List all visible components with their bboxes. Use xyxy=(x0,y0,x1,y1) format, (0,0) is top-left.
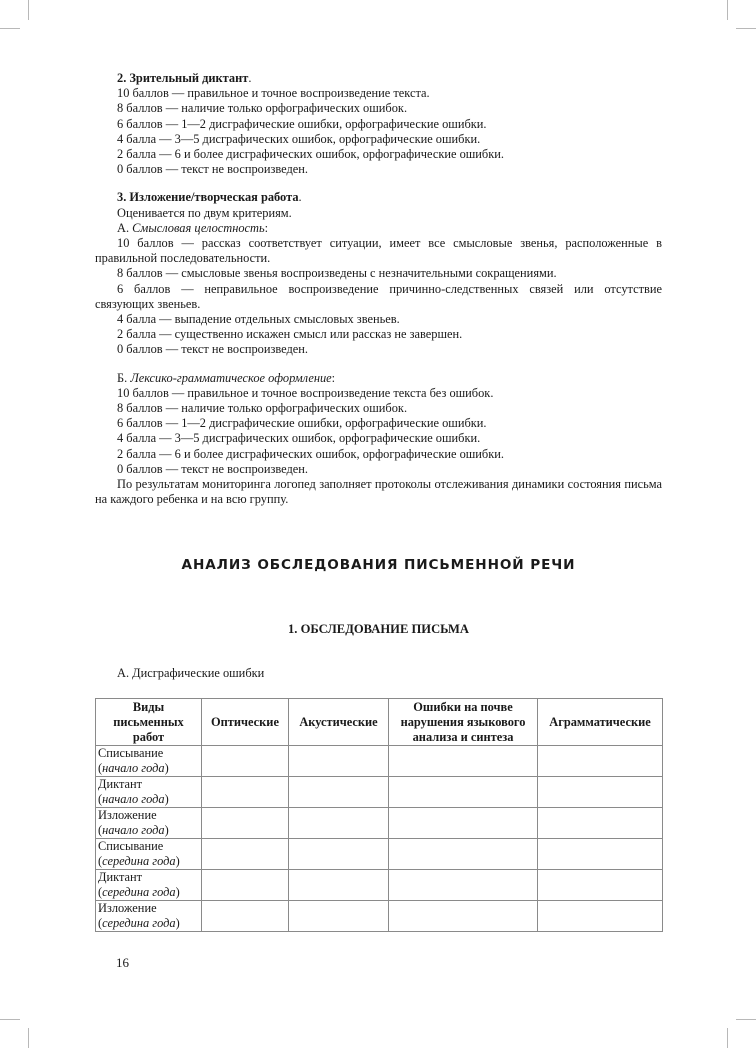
table-row-label: Изложение (начало года) xyxy=(96,808,202,839)
crop-mark-top-right-h xyxy=(736,28,756,29)
table-cell[interactable] xyxy=(538,777,663,808)
table-cell[interactable] xyxy=(202,839,289,870)
criterion-b-title: Лексико-грамматическое оформление xyxy=(130,370,332,385)
criterion-b-line: 4 балла — 3—5 дисграфических ошибок, орфографические ошибки. xyxy=(117,431,481,446)
table-cell[interactable] xyxy=(289,746,389,777)
criterion-a-label xyxy=(95,221,662,236)
section2-line: 8 баллов — наличие только орфографических ошибок. xyxy=(117,101,408,116)
criterion-b-suffix: : xyxy=(331,370,336,385)
criterion-a-line: 8 баллов — смысловые звенья воспроизведены с незначительными сокращениями. xyxy=(117,266,557,281)
table-row xyxy=(96,746,663,777)
row-period: середина года xyxy=(102,885,176,899)
row-period: начало года xyxy=(102,761,165,775)
section2-heading xyxy=(95,71,662,86)
criterion-a-prefix: А. xyxy=(117,220,133,235)
criterion-a-line: 6 баллов — неправильное воспроизведение причинно-следственных связей или отсутствие связующих звеньев. xyxy=(95,281,662,311)
table-caption: А. Дисграфические ошибки xyxy=(117,666,265,680)
page-number: 16 xyxy=(116,955,129,970)
table-row xyxy=(96,901,663,932)
row-type: Списывание xyxy=(98,839,164,853)
section3-heading xyxy=(95,190,662,205)
table-cell[interactable] xyxy=(202,870,289,901)
table-row xyxy=(96,777,663,808)
section3-conclusion: По результатам мониторинга логопед заполняет протоколы отслеживания динамики состояния письма на каждого ребенка и на всю группу. xyxy=(95,477,662,507)
table-row xyxy=(96,808,663,839)
criterion-b-label xyxy=(95,371,662,386)
table-cell[interactable] xyxy=(202,901,289,932)
table-row-label: Диктант (начало года) xyxy=(96,777,202,808)
table-cell[interactable] xyxy=(389,808,538,839)
row-period: середина года xyxy=(102,916,176,930)
table-cell[interactable] xyxy=(389,839,538,870)
section3-heading-bold: 3. Изложение/творческая работа xyxy=(117,190,299,205)
crop-mark-bottom-left-v xyxy=(28,1028,29,1048)
criterion-a-line: 0 баллов — текст не воспроизведен. xyxy=(117,342,309,357)
table-header-cell: Оптические xyxy=(202,699,289,746)
row-type: Диктант xyxy=(98,870,143,884)
table-row-label: Списывание (середина года) xyxy=(96,839,202,870)
table-row-label: Изложение (середина года) xyxy=(96,901,202,932)
table-cell[interactable] xyxy=(389,777,538,808)
section2-line: 6 баллов — 1—2 дисграфические ошибки, орфографические ошибки. xyxy=(117,116,487,131)
table-cell[interactable] xyxy=(538,870,663,901)
criterion-b-line: 2 балла — 6 и более дисграфических ошибок, орфографические ошибки. xyxy=(117,446,504,461)
table-cell[interactable] xyxy=(202,777,289,808)
crop-mark-bottom-right-h xyxy=(736,1019,756,1020)
table-cell[interactable] xyxy=(289,808,389,839)
subsection-title: 1. ОБСЛЕДОВАНИЕ ПИСЬМА xyxy=(288,622,469,636)
table-row-label: Диктант (середина года) xyxy=(96,870,202,901)
table-cell[interactable] xyxy=(389,870,538,901)
criterion-b-line: 10 баллов — правильное и точное воспроизведение текста без ошибок. xyxy=(117,385,494,400)
table-cell[interactable] xyxy=(289,901,389,932)
table-cell[interactable] xyxy=(202,746,289,777)
criterion-a-line: 10 баллов — рассказ соответствует ситуации, имеет все смысловые звенья, расположенные в правильной последовательности. xyxy=(95,236,662,266)
row-type: Списывание xyxy=(98,746,164,760)
crop-mark-top-left-h xyxy=(0,28,20,29)
table-cell[interactable] xyxy=(289,839,389,870)
section2-line: 0 баллов — текст не воспроизведен. xyxy=(117,162,309,177)
row-period: середина года xyxy=(102,854,176,868)
row-type: Изложение xyxy=(98,808,157,822)
criterion-b-line: 6 баллов — 1—2 дисграфические ошибки, орфографические ошибки. xyxy=(117,416,487,431)
table-cell[interactable] xyxy=(289,777,389,808)
section3-heading-tail: . xyxy=(298,190,302,205)
row-type: Изложение xyxy=(98,901,157,915)
table-cell[interactable] xyxy=(389,901,538,932)
table-header-cell: Виды письменных работ xyxy=(96,699,202,746)
criterion-b-line: 0 баллов — текст не воспроизведен. xyxy=(117,461,309,476)
section2-heading-tail: . xyxy=(248,71,252,85)
table-header-cell: Аграмматические xyxy=(538,699,663,746)
table-header-cell: Ошибки на почве нарушения языкового анализа и синтеза xyxy=(389,699,538,746)
criterion-a-title: Смысловая целостность xyxy=(132,220,265,235)
table-cell[interactable] xyxy=(202,808,289,839)
section3-intro: Оценивается по двум критериям. xyxy=(117,205,292,220)
spacer xyxy=(95,358,662,371)
table-cell[interactable] xyxy=(389,746,538,777)
section2-line: 2 балла — 6 и более дисграфических ошибок, орфографические ошибки. xyxy=(117,147,504,162)
table-header-cell: Акустические xyxy=(289,699,389,746)
table-row xyxy=(96,870,663,901)
spacer xyxy=(95,177,662,190)
crop-mark-bottom-right-v xyxy=(727,1028,728,1048)
row-period: начало года xyxy=(102,823,165,837)
table-cell[interactable] xyxy=(538,746,663,777)
section2-line: 4 балла — 3—5 дисграфических ошибок, орфографические ошибки. xyxy=(117,131,481,146)
section-title: АНАЛИЗ ОБСЛЕДОВАНИЯ ПИСЬМЕННОЙ РЕЧИ xyxy=(181,557,576,573)
criterion-a-line: 2 балла — существенно искажен смысл или рассказ не завершен. xyxy=(117,327,463,342)
dysgraphia-errors-table xyxy=(95,698,663,932)
table-cell[interactable] xyxy=(538,901,663,932)
crop-mark-bottom-left-h xyxy=(0,1019,20,1020)
table-cell[interactable] xyxy=(538,839,663,870)
crop-mark-top-left-v xyxy=(28,0,29,20)
criterion-a-suffix: : xyxy=(264,220,269,235)
section2-line: 10 баллов — правильное и точное воспроизведение текста. xyxy=(117,86,430,101)
criterion-a-line: 4 балла — выпадение отдельных смысловых звеньев. xyxy=(117,312,400,327)
section2-heading-bold: 2. Зрительный диктант xyxy=(117,71,249,85)
table-cell[interactable] xyxy=(538,808,663,839)
row-type: Диктант xyxy=(98,777,143,791)
page-content xyxy=(95,71,662,930)
table-row-label: Списывание (начало года) xyxy=(96,746,202,777)
crop-mark-top-right-v xyxy=(727,0,728,20)
criterion-b-line: 8 баллов — наличие только орфографических ошибок. xyxy=(117,401,408,416)
criterion-b-prefix: Б. xyxy=(117,370,131,385)
table-header-row xyxy=(96,699,663,746)
row-period: начало года xyxy=(102,792,165,806)
table-cell[interactable] xyxy=(289,870,389,901)
table-row xyxy=(96,839,663,870)
